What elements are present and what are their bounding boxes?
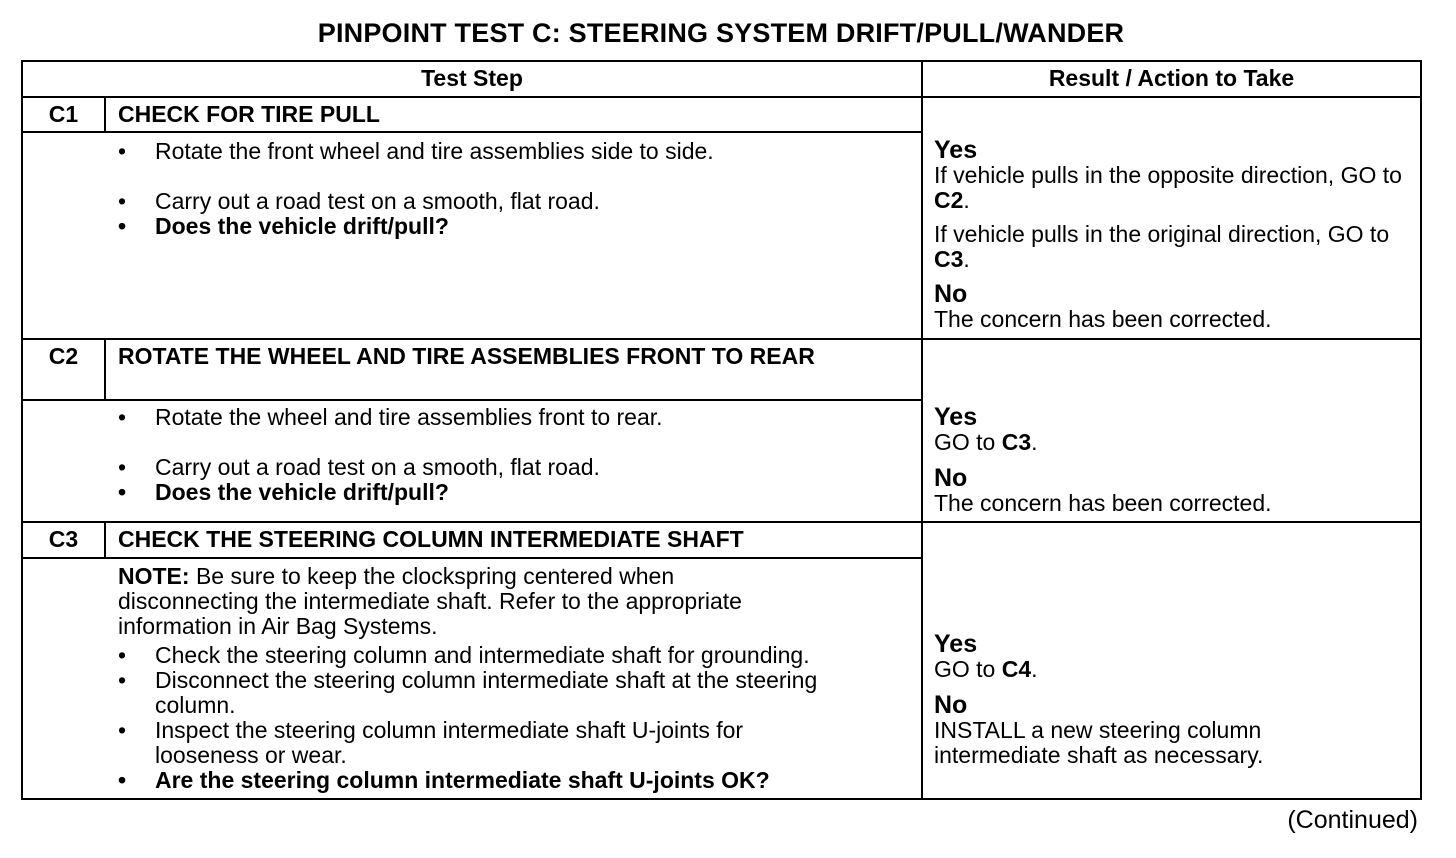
list-item: • Disconnect the steering column intermediate shaft at the steering column. (118, 667, 818, 718)
column-divider (921, 60, 923, 800)
result-yes-label: Yes (934, 403, 978, 431)
step-body-c1 (118, 139, 908, 239)
list-item: • Does the vehicle drift/pull? (118, 213, 449, 239)
step-name-c2: ROTATE THE WHEEL AND TIRE ASSEMBLIES FRONT TO REAR (118, 343, 815, 369)
list-item: • Are the steering column intermediate shaft U-joints OK? (118, 767, 770, 793)
step-body-c3 (118, 564, 818, 793)
list-item: • Carry out a road test on a smooth, flat road. (118, 454, 600, 480)
bullet: • (118, 188, 127, 214)
list-item: • Does the vehicle drift/pull? (118, 479, 449, 505)
step-title-divider-c2 (21, 399, 922, 401)
bullet: • (118, 404, 127, 430)
bullet: • (118, 479, 127, 505)
step-title-divider-c3 (21, 557, 922, 559)
page-title: PINPOINT TEST C: STEERING SYSTEM DRIFT/PULL/WANDER (317, 18, 1125, 48)
list-item: • Rotate the front wheel and tire assemblies side to side. (118, 138, 714, 164)
bullet: • (118, 213, 127, 239)
row-divider-c2 (21, 338, 1422, 340)
step-id-divider-c3 (104, 521, 106, 558)
step-id-divider-c2 (104, 338, 106, 400)
step-name-c1: CHECK FOR TIRE PULL (118, 101, 380, 127)
step-id-divider-c1 (104, 96, 106, 132)
result-yes-text: GO to C3. (934, 429, 1038, 455)
list-item: • Check the steering column and intermediate shaft for grounding. (118, 642, 810, 668)
result-yes-text: GO to C4. (934, 656, 1038, 682)
step-id-c3: C3 (48, 526, 79, 552)
header-test-step: Test Step (421, 65, 523, 91)
result-no-text: The concern has been corrected. (934, 306, 1272, 332)
goto-link-c2[interactable]: C2 (934, 187, 964, 213)
result-yes-label: Yes (934, 630, 978, 658)
goto-link-c3[interactable]: C3 (1001, 429, 1032, 455)
continued-note: (Continued) (1287, 806, 1418, 834)
step-id-c2: C2 (48, 343, 79, 369)
result-no-text: The concern has been corrected. (934, 490, 1272, 516)
note: NOTE: Be sure to keep the clockspring centered when disconnecting the intermediate shaft. Refer to the appropriate information in Air Bag Systems. (118, 563, 742, 639)
header-result-action: Result / Action to Take (1048, 65, 1295, 91)
result-yes-text: If vehicle pulls in the opposite direction, GO to C2. (934, 162, 1402, 213)
result-no-label: No (934, 691, 968, 719)
header-divider (21, 96, 1422, 98)
bullet: • (118, 454, 127, 480)
list-item: • Rotate the wheel and tire assemblies front to rear. (118, 404, 663, 430)
goto-link-c4[interactable]: C4 (1001, 656, 1032, 682)
row-divider-c3 (21, 521, 1422, 523)
result-yes-label: Yes (934, 136, 978, 164)
note-label: NOTE: (118, 563, 190, 589)
result-c2 (934, 404, 1416, 516)
bullet: • (118, 667, 127, 693)
result-no-label: No (934, 464, 968, 492)
bullet: • (118, 767, 127, 793)
result-no-text: INSTALL a new steering column intermediate shaft as necessary. (934, 717, 1264, 768)
result-c1 (934, 137, 1416, 332)
result-no-label: No (934, 280, 968, 308)
result-yes-text: If vehicle pulls in the original direction, GO to C3. (934, 221, 1390, 272)
bullet: • (118, 138, 127, 164)
result-c3 (934, 631, 1314, 768)
step-title-divider-c1 (21, 131, 922, 133)
step-id-c1: C1 (48, 101, 79, 127)
step-body-c2 (118, 405, 908, 505)
step-name-c3: CHECK THE STEERING COLUMN INTERMEDIATE SHAFT (118, 526, 744, 552)
list-item: • Inspect the steering column intermediate shaft U-joints for looseness or wear. (118, 717, 744, 768)
goto-link-c3[interactable]: C3 (934, 246, 964, 272)
bullet: • (118, 642, 127, 668)
list-item: • Carry out a road test on a smooth, flat road. (118, 188, 600, 214)
bullet: • (118, 717, 127, 743)
